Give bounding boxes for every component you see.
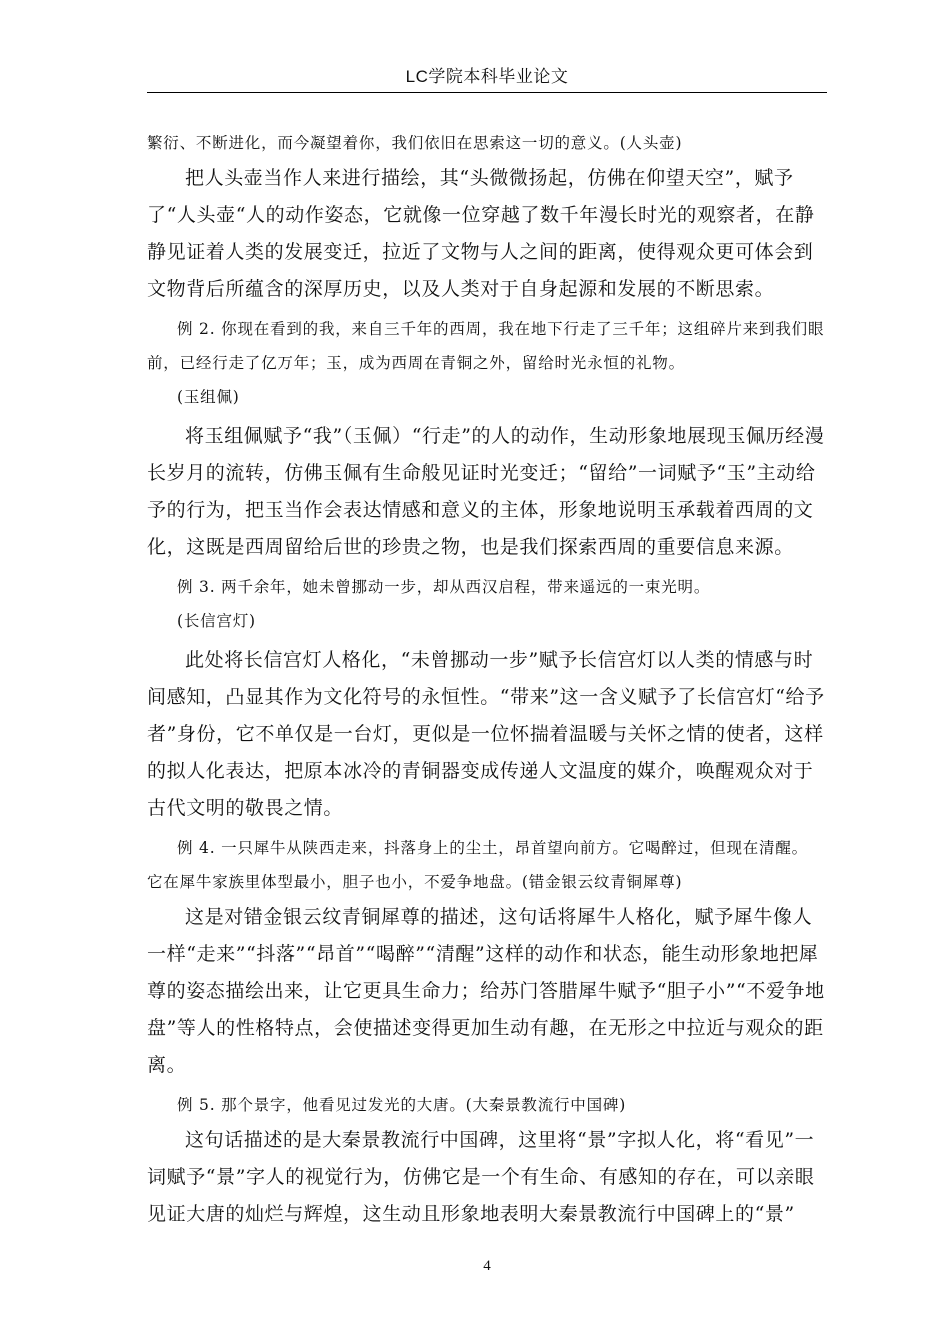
- analysis-paragraph: 此处将长信宫灯人格化，“未曾挪动一步”赋予长信宫灯以人类的情感与时间感知，凸显其作为文化符号的永恒性。“带来”这一含义赋予了长信宫灯“给予者”身份，它不单仅是一台灯，更似是一位怀揣着温暖与关怀之情的使者，这样的拟人化表达，把原本冰冷的青铜器变成传递人文温度的媒介，唤醒观众对于古代文明的敬畏之情。: [147, 649, 825, 819]
- example-3-source: (长信宫灯): [177, 612, 256, 630]
- analysis-paragraph: 这句话描述的是大秦景教流行中国碑，这里将“景”字拟人化，将“看见”一词赋予“景”字人的视觉行为，仿佛它是一个有生命、有感知的存在，可以亲眼见证大唐的灿烂与辉煌，这生动且形象地表明大秦景教流行中国碑上的“景”: [147, 1129, 815, 1225]
- analysis-paragraph: 这是对错金银云纹青铜犀尊的描述，这句话将犀牛人格化，赋予犀牛像人一样“走来”“抖落”“昂首”“喝醉”“清醒”这样的动作和状态，能生动形象地把犀尊的姿态描绘出来，让它更具生命力；给苏门答腊犀牛赋予“胆子小”“不爱争地盘”等人的性格特点，会使描述变得更加生动有趣，在无形之中拉近与观众的距离。: [147, 906, 825, 1076]
- example-2-source: (玉组佩): [177, 388, 240, 406]
- running-header: LC学院本科毕业论文: [405, 67, 569, 86]
- example-continuation-text: 繁衍、不断进化，而今凝望着你，我们依旧在思索这一切的意义。(人头壶): [147, 134, 683, 152]
- example-3-text: 例 3. 两千余年，她未曾挪动一步，却从西汉启程，带来遥远的一束光明。: [177, 578, 711, 596]
- example-5-text: 例 5. 那个景字，他看见过发光的大唐。(大秦景教流行中国碑): [177, 1096, 627, 1114]
- page-body: [147, 126, 827, 1233]
- analysis-paragraph: 将玉组佩赋予“我”（玉佩）“行走”的人的动作，生动形象地展现玉佩历经漫长岁月的流转，仿佛玉佩有生命般见证时光变迁；“留给”一词赋予“玉”主动给予的行为，把玉当作会表达情感和意义的主体，形象地说明玉承载着西周的文化，这既是西周留给后世的珍贵之物，也是我们探索西周的重要信息来源。: [147, 425, 825, 558]
- header-rule: [147, 92, 827, 93]
- example-2-text: 例 2. 你现在看到的我，来自三千年的西周，我在地下行走了三千年；这组碎片来到我们眼前，已经行走了亿万年；玉，成为西周在青铜之外，留给时光永恒的礼物。: [147, 320, 825, 372]
- page-number: 4: [483, 1258, 491, 1274]
- example-4-text: 例 4. 一只犀牛从陕西走来，抖落身上的尘土，昂首望向前方。它喝醉过，但现在清醒。 它在犀牛家族里体型最小，胆子也小，不爱争地盘。(错金银云纹青铜犀尊): [147, 839, 808, 891]
- analysis-paragraph: 把人头壶当作人来进行描绘，其“头微微扬起，仿佛在仰望天空”，赋予了“人头壶“人的动作姿态，它就像一位穿越了数千年漫长时光的观察者，在静静见证着人类的发展变迁，拉近了文物与人之间的距离，使得观众更可体会到文物背后所蕴含的深厚历史，以及人类对于自身起源和发展的不断思索。: [147, 167, 815, 300]
